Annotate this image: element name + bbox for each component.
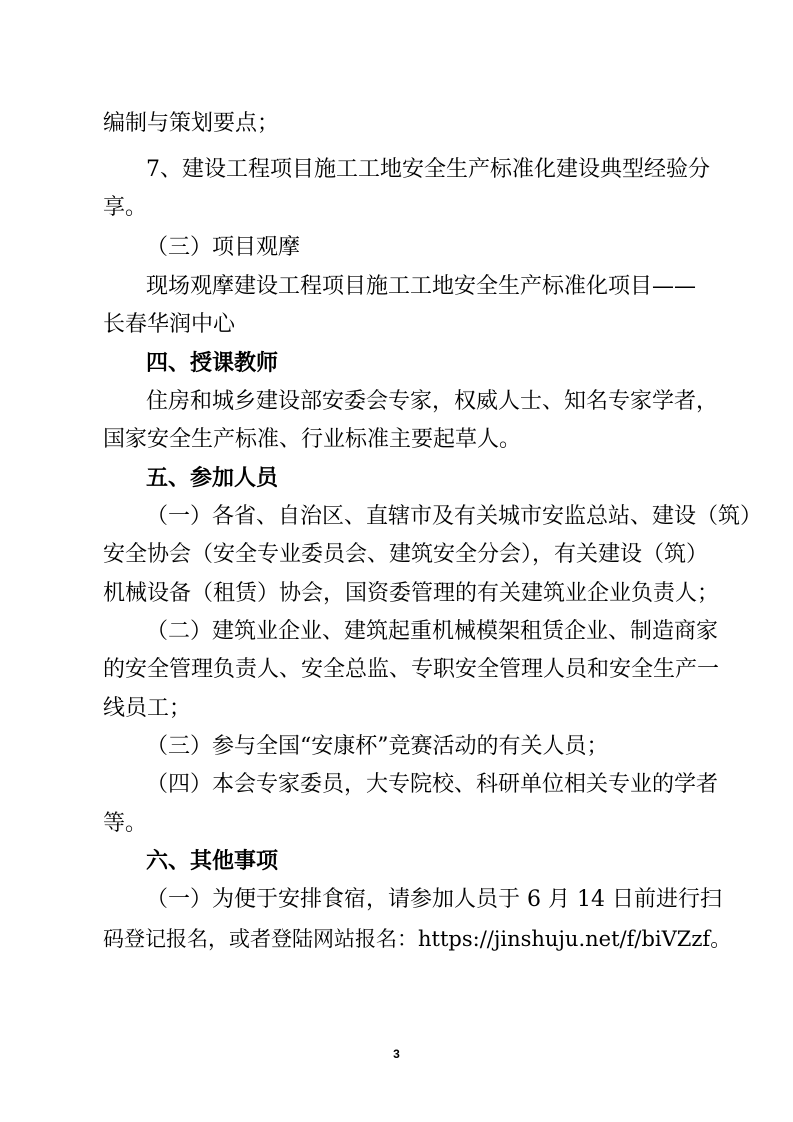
section-heading: 五、参加人员	[146, 466, 279, 491]
section-heading: （三）项目观摩	[146, 235, 301, 260]
text-line: 的安全管理负责人、安全总监、专职安全管理人员和安全生产一	[103, 657, 720, 682]
text-line: 安全协会（安全专业委员会、建筑安全分会），有关建设（筑）	[103, 542, 709, 567]
text-line: 国家安全生产标准、行业标准主要起草人。	[103, 427, 522, 452]
section-heading: 四、授课教师	[146, 351, 279, 376]
text-line: 长春华润中心	[103, 312, 236, 337]
text-line: （三）参与全国“安康杯”竞赛活动的有关人员；	[146, 734, 609, 759]
text-line: （二）建筑业企业、建筑起重机械模架租赁企业、制造商家	[146, 619, 719, 644]
text-line: （四）本会专家委员，大专院校、科研单位相关专业的学者	[146, 772, 719, 797]
text-line: 现场观摩建设工程项目施工工地安全生产标准化项目——	[146, 274, 697, 299]
text-line: 等。	[103, 811, 148, 836]
text-line: 线员工；	[103, 696, 192, 721]
text-line: （一）为便于安排食宿，请参加人员于 6 月 14 日前进行扫	[146, 887, 722, 912]
text-line: （一）各省、自治区、直辖市及有关城市安监总站、建设（筑）	[146, 504, 763, 529]
text-line: 享。	[103, 195, 148, 220]
section-heading: 六、其他事项	[146, 849, 279, 874]
text-line: 编制与策划要点；	[103, 111, 280, 136]
text-line: 7、建设工程项目施工工地安全生产标准化建设典型经验分	[146, 157, 710, 182]
text-line: 码登记报名，或者登陆网站报名：https://jinshuju.net/f/biVZzf。	[103, 927, 732, 951]
text-line: 住房和城乡建设部安委会专家，权威人士、知名专家学者，	[146, 389, 719, 414]
text-line: 机械设备（租赁）协会，国资委管理的有关建筑业企业负责人；	[103, 581, 720, 606]
page-number: 3	[393, 1047, 400, 1061]
